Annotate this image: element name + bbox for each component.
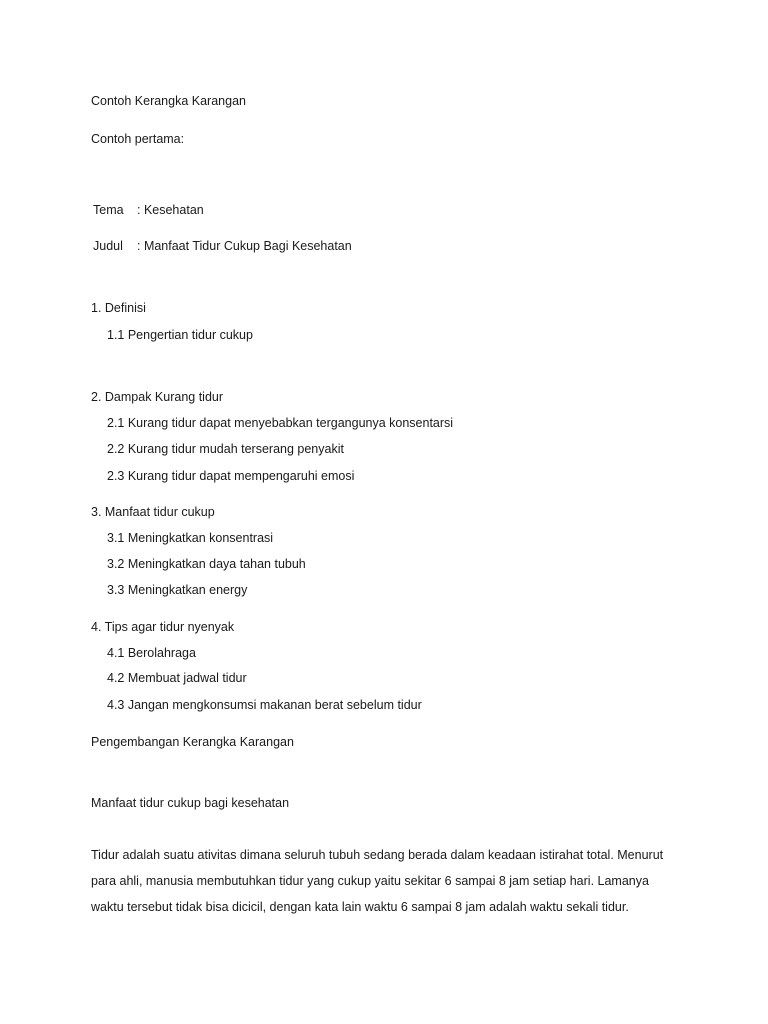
outline-item: 3.3 Meningkatkan energy	[107, 583, 248, 597]
judul-label: Judul	[93, 239, 123, 253]
paragraph-line: para ahli, manusia membutuhkan tidur yang cukup yaitu sekitar 6 sampai 8 jam setiap hari. Lamanya	[91, 874, 649, 888]
development-heading: Pengembangan Kerangka Karangan	[91, 735, 294, 749]
tema-label: Tema	[93, 203, 124, 217]
essay-paragraph	[91, 842, 691, 920]
judul-value: : Manfaat Tidur Cukup Bagi Kesehatan	[137, 239, 352, 253]
judul-row	[93, 240, 352, 253]
document-subtitle: Contoh pertama:	[91, 132, 185, 146]
document-title: Contoh Kerangka Karangan	[91, 94, 246, 108]
tema-row	[93, 204, 204, 217]
outline-heading: 3. Manfaat tidur cukup	[91, 505, 215, 519]
outline-item: 4.3 Jangan mengkonsumsi makanan berat sebelum tidur	[107, 698, 422, 712]
outline-heading: 2. Dampak Kurang tidur	[91, 390, 224, 404]
outline-item: 4.2 Membuat jadwal tidur	[107, 671, 247, 685]
paragraph-line: Tidur adalah suatu ativitas dimana seluruh tubuh sedang berada dalam keadaan istirahat total. Menurut	[91, 848, 664, 862]
paragraph-line: waktu tersebut tidak bisa dicicil, dengan kata lain waktu 6 sampai 8 jam adalah waktu sekali tidur.	[91, 900, 629, 914]
outline-item: 3.1 Meningkatkan konsentrasi	[107, 531, 274, 545]
tema-value: : Kesehatan	[137, 203, 204, 217]
outline-heading: 1. Definisi	[91, 301, 146, 315]
outline-item: 2.1 Kurang tidur dapat menyebabkan tergangunya konsentarsi	[107, 416, 454, 430]
outline-item: 2.3 Kurang tidur dapat mempengaruhi emosi	[107, 469, 355, 483]
essay-title: Manfaat tidur cukup bagi kesehatan	[91, 796, 290, 810]
outline-item: 2.2 Kurang tidur mudah terserang penyakit	[107, 442, 344, 456]
outline-item: 1.1 Pengertian tidur cukup	[107, 328, 253, 342]
outline-item: 3.2 Meningkatkan daya tahan tubuh	[107, 557, 306, 571]
outline-heading: 4. Tips agar tidur nyenyak	[91, 620, 235, 634]
outline-item: 4.1 Berolahraga	[107, 646, 196, 660]
